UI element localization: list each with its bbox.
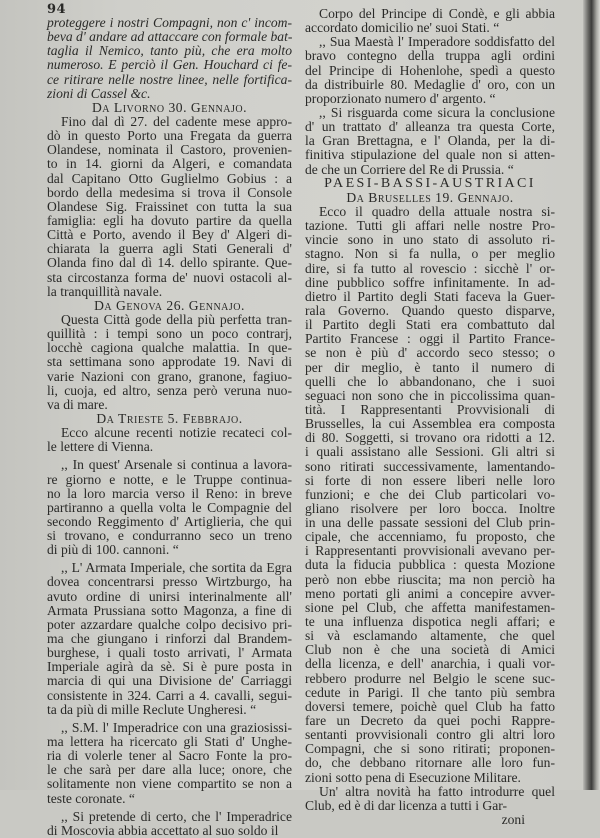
paragraph <box>47 721 292 806</box>
text-line: tità. I Rappresentanti Provvisionali di <box>305 401 555 417</box>
text-line: famiglia: egli ha dovuto partire da quella <box>47 212 292 228</box>
text-line: locchè cagiona qualche malattia. In que- <box>47 340 292 356</box>
left-column <box>47 16 292 838</box>
text-line: ,, S.M. l' Imperadrice con una graziosissi- <box>61 719 292 735</box>
text-line: te una influenza dispotica negli affari; e <box>305 614 555 630</box>
text-line: cedute in Parigi. Il che tanto più sembra <box>305 684 555 700</box>
text-line: numeroso. E perciò il Gen. Houchard ci fe- <box>47 57 292 73</box>
text-line: meno portati gli animi a concepire avver- <box>305 585 555 601</box>
text-line: il Partito degli Stati era combattuto dal <box>305 317 555 333</box>
text-line: secondo Reggimento d' Artiglieria, che qui <box>47 513 292 529</box>
paragraph <box>305 785 555 813</box>
text-line: Olandese Sig. Fraissinet con tutta la sua <box>47 198 292 214</box>
text-line: ,, Si pretende di certo, che l' Imperadrice <box>61 808 292 824</box>
text-line: si và esclamando altamente, che quel <box>305 628 555 644</box>
text-line: Brusselles, la cui Assemblea era composta <box>305 416 555 432</box>
text-line: si forte di non essere liberi nelle loro <box>305 472 555 488</box>
text-line: del Principe di Hohenlohe, spedì a questo <box>305 62 555 78</box>
text-line: di Moscovia abbia accettato al suo soldo il <box>47 822 279 838</box>
text-line: in una delle passate sessioni del Club prin- <box>305 515 555 531</box>
text-line: Ecco alcune recenti notizie recateci col- <box>61 425 292 441</box>
text-line: re giorno e notte, e le Truppe continua- <box>47 471 292 487</box>
dateline-heading: Da Trieste 5. Febbrajo. <box>96 410 243 426</box>
text-line: do, che debbano ritornare alle loro fun- <box>305 755 555 771</box>
text-line: seguaci non sono che in piccolissima quan- <box>305 387 555 403</box>
text-line: se non è più d' accordo seco stesso; o <box>305 345 555 361</box>
text-line: cipale, che accenniamo, fu proposto, che <box>305 529 555 545</box>
text-line: ,, L' Armata Imperiale, che sortita da Egra <box>61 560 292 576</box>
text-line: dietro il Partito degli Stati faceva la Guer- <box>305 288 555 304</box>
text-line: funzioni; e che dei Club particolari vo- <box>305 486 555 502</box>
text-line: Fino dal dì 27. del cadente mese appro- <box>61 113 292 129</box>
text-line: Partito Francese : oggi il Partito France- <box>305 331 555 347</box>
text-line: dovea concentrarsi presso Wirtzburgo, ha <box>47 574 292 590</box>
text-line: Città e Porto, avendo il Bey d' Algeri di- <box>47 227 292 243</box>
text-line: Olanda fino dal dì 14. dello spirante. Que- <box>47 255 292 271</box>
text-line: da distribuirle 80. Medaglie d' oro, con un <box>305 76 555 92</box>
text-line: ma che giungano i rinforzi dal Brandem- <box>47 631 292 647</box>
text-line: quelli che lo abbandonano, che i suoi <box>305 373 555 389</box>
book-binding-edge <box>583 0 600 790</box>
paragraph <box>47 458 292 557</box>
text-line: Imperiale agirà da sè. Si è pure posta in <box>47 659 292 675</box>
text-line: Armata Prussiana sotto Magonza, a fine di <box>47 602 292 618</box>
text-line: i Rappresentanti provvisionali avevano per- <box>305 543 555 559</box>
text-line: tazione. Tutti gli affari nelle nostre Pro- <box>305 218 555 234</box>
text-line: si trovano, e condurranno seco un treno <box>47 528 292 544</box>
text-line: varie Nazioni con grano, granone, fagiuo- <box>47 368 292 384</box>
text-line: zioni sotto pena di Esecuzione Militare. <box>305 769 521 785</box>
text-line: di 80. Soggetti, si trovano ora ridotti a 12. <box>305 430 555 446</box>
paragraph <box>47 426 292 454</box>
text-line: rebbero produrre nel Belgio le scene suc- <box>305 670 555 686</box>
text-line: ta da più di mille Reclute Ungheresi. “ <box>47 701 257 717</box>
text-line: consistente in 324. Carri a 4. cavalli, segui- <box>47 687 292 703</box>
text-line: chiarata la guerra agli Stati Generali d' <box>47 241 292 257</box>
text-line: vincie sono in uno stato di assoluto ri- <box>305 232 555 248</box>
text-line: dò in questo Porto una Fregata da guerra <box>47 128 292 144</box>
paragraph <box>305 106 555 177</box>
text-line: solitamente non viene compartito se non a <box>47 776 292 792</box>
text-line: Club non è che una società di Amici <box>305 642 555 658</box>
paragraph <box>305 35 555 106</box>
dateline-heading: Da Genova 26. Gennajo. <box>94 297 245 313</box>
text-line: dal Capitano Otto Guglielmo Gobius : a <box>47 170 292 186</box>
text-line: sione pel Club, che affetta manifestamen- <box>305 599 555 615</box>
text-line: marcia di qui una Divisione de' Carriaggi <box>47 673 292 689</box>
text-line: zioni di Cassel &c. <box>47 85 151 101</box>
text-line: dire, si fa tutto al rovescio : sicchè l' or- <box>305 260 555 276</box>
text-line: di più di 100. cannoni. “ <box>47 542 179 558</box>
text-line: sentanti provvisionali contro gli altri loro <box>305 727 555 743</box>
text-line: per dir meglio, è tanto il numero di <box>305 359 555 375</box>
page-number: 94 <box>47 2 67 17</box>
text-line: Corpo del Principe di Condè, e gli abbia <box>319 6 555 21</box>
dateline-heading: Da Livorno 30. Gennajo. <box>91 99 248 115</box>
text-line: taglia il Nemico, tanto più, che era molto <box>47 43 292 59</box>
paragraph <box>305 205 555 785</box>
paragraph <box>47 115 292 299</box>
text-line: accordato domicilio ne' suoi Stati. “ <box>305 20 500 36</box>
text-line: Olandese, nominata il Castoro, provenien- <box>47 142 292 158</box>
dateline-heading: Da Bruselles 19. Gennajo. <box>346 189 514 205</box>
text-line: beva d' andare ad attaccare con formale bat- <box>47 29 293 45</box>
text-line: la tranquillità navale. <box>47 283 163 299</box>
text-line: quillità : i tempi sono un poco contrarj, <box>47 326 292 342</box>
text-line: della licenza, e dell' anarchia, i quali vor- <box>305 656 555 672</box>
text-line: ma lettera ha ricercato gli Stati d' Unghe- <box>47 734 292 750</box>
text-line: burghese, i quali tosto arrivati, l' Armata <box>47 645 292 661</box>
text-line: la Gran Brettagna, e l' Olanda, per la di- <box>305 133 555 149</box>
italic-paragraph <box>47 16 292 101</box>
text-line: Questa Città gode della più perfetta tran- <box>61 311 292 327</box>
text-line: ,, Si risguarda come sicura la conclusione <box>319 104 555 120</box>
text-line: ce ritirare nelle nostre linee, nelle fortifica- <box>47 71 292 87</box>
text-line: fare un Decreto da quei pochi Rappre- <box>305 713 555 729</box>
text-line: avuto ordine di unirsi interinalmente all' <box>47 588 292 604</box>
text-line: to in 14. giorni da Algeri, e comandata <box>47 156 292 172</box>
paragraph <box>47 561 292 717</box>
text-line: doversi temere, poichè quel Club ha fatto <box>305 698 555 714</box>
text-line: sono ritirati successivamente, lamentando- <box>305 458 555 474</box>
text-line: le che sarà per dare alla luce; onore, che <box>47 762 292 778</box>
text-line: i quali assistano alle Sessioni. Gli altri si <box>305 444 555 460</box>
text-line: sta settimana sono approdate 19. Navi di <box>47 354 292 370</box>
text-line: dine pubblico soffre infinitamente. In ad- <box>305 274 555 290</box>
text-line: sta circostanza forma de' nuovi ostacoli al- <box>47 269 292 285</box>
text-line: rala Governo. Quando questo disparve, <box>305 302 555 318</box>
text-line: ,, In quest' Arsenale si continua a lavora- <box>61 457 292 473</box>
text-line: poter azzardare qualche colpo decisivo pri- <box>47 616 292 632</box>
text-line: bordo della medesima si trova il Console <box>47 184 292 200</box>
text-line: ria di volerle tener al Sacro Fonte la pro- <box>47 748 292 764</box>
catchword: zoni <box>501 812 525 828</box>
text-line: va di mare. <box>47 396 108 412</box>
text-line: teste coronate. “ <box>47 790 135 806</box>
paragraph <box>305 7 555 35</box>
text-line: ,, Sua Maestà l' Imperadore soddisfatto del <box>319 34 555 50</box>
paragraph <box>47 810 292 838</box>
text-line: li, cuoja, ed altro, senza però veruna nuo- <box>47 382 292 398</box>
text-line: d' un trattato d' alleanza tra questa Corte, <box>305 119 555 135</box>
text-line: partiranno a quella volta le Compagnie del <box>47 499 292 515</box>
text-line: le lettere di Vienna. <box>47 439 154 455</box>
text-line: bravo contegno della truppa agli ordini <box>305 48 555 64</box>
text-line: Ecco il quadro della attuale nostra si- <box>319 203 555 219</box>
section-heading: PAESI-BASSI-AUSTRIACI <box>324 175 536 191</box>
text-line: finitiva stipulazione del quale non si atten- <box>305 147 555 163</box>
text-line: Un' altra novità ha fatto introdurre quel <box>319 783 555 799</box>
text-line: duta la fiducia pubblica : questa Mozione <box>305 557 555 573</box>
text-line: no la loro marcia verso il Reno: in breve <box>47 485 292 501</box>
text-line: gliano risolvere per loro bocca. Inoltre <box>305 500 555 516</box>
text-line: de che un Corriere del Re di Prussia. “ <box>305 161 514 177</box>
text-line: Compagni, che si sono ritirati; proponen- <box>305 741 555 757</box>
paragraph <box>47 313 292 412</box>
right-column <box>305 7 555 827</box>
text-line: Club, ed è di dar licenza a tutti i Gar- <box>305 797 508 813</box>
text-line: proporzionato numero d' argento. “ <box>305 90 496 106</box>
text-line: però non ebbe riuscita; ma non perciò ha <box>305 571 555 587</box>
text-line: stagno. Non si fa nulla, o per meglio <box>305 246 555 262</box>
text-line: proteggere i nostri Compagni, non c' incom- <box>47 15 292 30</box>
